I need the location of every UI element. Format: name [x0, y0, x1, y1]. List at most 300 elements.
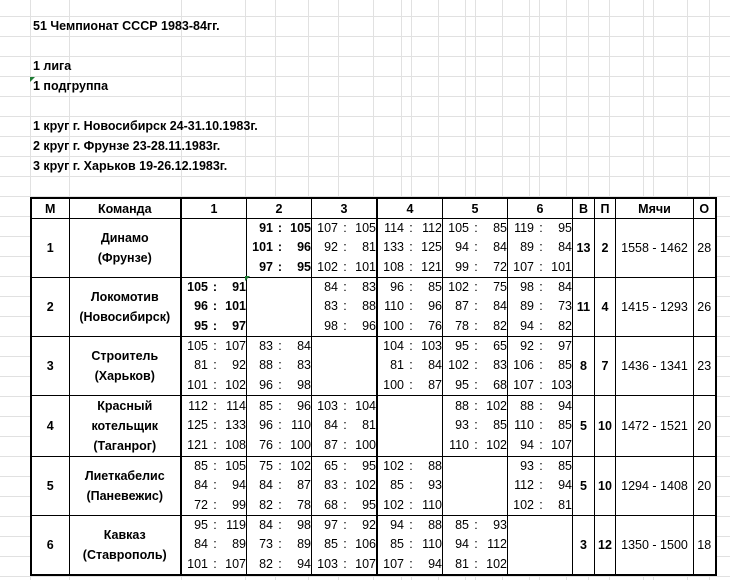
losses-cell[interactable]: 10: [595, 457, 616, 516]
game-score: [378, 535, 442, 554]
game-score: [443, 258, 507, 277]
score-separator: :: [409, 459, 413, 474]
score-home: 94: [455, 240, 469, 255]
game-score: [182, 297, 246, 316]
wins-cell[interactable]: 5: [573, 396, 595, 457]
score-away: 96: [362, 318, 376, 333]
score-home: 102: [383, 497, 404, 512]
score-separator: :: [474, 358, 478, 373]
score-home: 78: [455, 318, 469, 333]
result-cell-vs-2[interactable]: [247, 219, 312, 278]
score-separator: :: [539, 358, 543, 373]
score-separator: :: [539, 221, 543, 236]
result-cell-vs-5[interactable]: [443, 337, 508, 396]
game-score: [312, 397, 376, 416]
score-away: 103: [551, 377, 572, 392]
score-home: 102: [448, 280, 469, 295]
game-score: [312, 476, 376, 495]
score-away: 102: [355, 478, 376, 493]
result-cell-vs-4[interactable]: [377, 219, 443, 278]
score-away: 93: [428, 478, 442, 493]
team-name-line: Красный: [97, 399, 153, 413]
team-name-line: Динамо: [100, 231, 149, 245]
score-away: 84: [558, 280, 572, 295]
round-2-info[interactable]: 2 круг г. Фрунзе 23-28.11.1983г.: [33, 139, 221, 153]
score-separator: :: [409, 280, 413, 295]
score-home: 89: [520, 240, 534, 255]
col-header-opponent-6[interactable]: 6: [508, 198, 573, 219]
result-cell-vs-1[interactable]: [181, 278, 247, 337]
score-separator: :: [278, 399, 282, 414]
game-score: [182, 337, 246, 356]
losses-cell[interactable]: 2: [595, 219, 616, 278]
game-score: [378, 496, 442, 515]
game-score: [312, 555, 376, 574]
score-away: 85: [428, 280, 442, 295]
game-score: [247, 219, 311, 238]
balls-cell[interactable]: 1415 - 1293: [616, 278, 694, 337]
col-header-opponent-4[interactable]: 4: [377, 198, 443, 219]
score-home: 100: [383, 318, 404, 333]
game-score: [508, 476, 572, 495]
result-cell-vs-1[interactable]: [181, 337, 247, 396]
points-cell[interactable]: 23: [694, 337, 716, 396]
score-home: 89: [520, 299, 534, 314]
game-score: [378, 337, 442, 356]
result-cell-vs-6[interactable]: [508, 337, 573, 396]
score-separator: :: [213, 497, 217, 512]
result-cell-vs-3[interactable]: [312, 278, 378, 337]
score-separator: :: [343, 399, 347, 414]
score-away: 84: [428, 358, 442, 373]
score-home: 108: [383, 259, 404, 274]
game-score: [182, 535, 246, 554]
table-row: [31, 219, 716, 278]
subgroup-label[interactable]: 1 подгруппа: [33, 79, 109, 93]
score-separator: :: [474, 377, 478, 392]
score-away: 88: [428, 459, 442, 474]
score-home: 81: [390, 358, 404, 373]
score-home: 96: [259, 377, 273, 392]
score-away: 107: [225, 339, 246, 354]
diagonal-empty-cell[interactable]: [181, 219, 247, 278]
score-home: 112: [514, 478, 534, 493]
col-header-losses[interactable]: П: [595, 198, 616, 219]
score-home: 104: [383, 339, 404, 354]
game-score: [182, 317, 246, 336]
score-away: 98: [297, 377, 311, 392]
score-home: 91: [259, 221, 273, 236]
score-home: 105: [448, 221, 469, 236]
score-home: 73: [259, 537, 273, 552]
result-cell-vs-5[interactable]: [443, 516, 508, 576]
score-separator: :: [213, 556, 217, 571]
game-score: [508, 416, 572, 435]
score-separator: :: [539, 418, 543, 433]
game-score: [182, 278, 246, 297]
game-score: [312, 238, 376, 257]
result-cell-vs-3[interactable]: [312, 457, 378, 516]
score-separator: :: [213, 478, 217, 493]
team-cell[interactable]: [69, 516, 181, 576]
result-cell-vs-3[interactable]: [312, 516, 378, 576]
score-away: 84: [297, 339, 311, 354]
round-1-info[interactable]: 1 круг г. Новосибирск 24-31.10.1983г.: [33, 119, 258, 133]
result-cell-vs-3[interactable]: [312, 219, 378, 278]
game-score: [508, 457, 572, 476]
col-header-opponent-3[interactable]: 3: [312, 198, 378, 219]
balls-cell[interactable]: 1436 - 1341: [616, 337, 694, 396]
wins-cell[interactable]: 13: [573, 219, 595, 278]
score-separator: :: [343, 259, 347, 274]
diagonal-empty-cell[interactable]: [443, 457, 508, 516]
result-cell-vs-6[interactable]: [508, 278, 573, 337]
score-home: 94: [520, 318, 534, 333]
game-score: [508, 317, 572, 336]
score-separator: :: [409, 299, 413, 314]
game-score: [182, 516, 246, 535]
losses-cell[interactable]: 10: [595, 396, 616, 457]
score-home: 95: [194, 518, 208, 533]
score-separator: :: [212, 318, 218, 333]
game-score: [443, 416, 507, 435]
score-separator: :: [539, 478, 543, 493]
score-separator: :: [539, 437, 543, 452]
result-cell-vs-2[interactable]: [247, 396, 312, 457]
score-home: 85: [259, 399, 273, 414]
score-away: 107: [551, 437, 572, 452]
score-home: 88: [520, 399, 534, 414]
championship-title[interactable]: 51 Чемпионат СССР 1983-84гг.: [33, 19, 220, 33]
score-away: 83: [297, 358, 311, 373]
game-score: [312, 436, 376, 455]
score-separator: :: [474, 556, 478, 571]
score-away: 97: [232, 318, 246, 333]
points-cell[interactable]: 20: [694, 396, 716, 457]
score-away: 133: [225, 418, 246, 433]
score-separator: :: [539, 240, 543, 255]
points-cell[interactable]: 28: [694, 219, 716, 278]
score-away: 82: [558, 318, 572, 333]
score-home: 101: [187, 556, 208, 571]
score-separator: :: [343, 221, 347, 236]
result-cell-vs-2[interactable]: [247, 516, 312, 576]
score-away: 100: [355, 437, 376, 452]
score-separator: :: [212, 299, 218, 314]
score-separator: :: [278, 437, 282, 452]
game-score: [247, 457, 311, 476]
col-header-place[interactable]: М: [31, 198, 69, 219]
score-separator: :: [474, 399, 478, 414]
result-cell-vs-6[interactable]: [508, 457, 573, 516]
score-separator: :: [343, 437, 347, 452]
place-cell[interactable]: 4: [31, 396, 69, 457]
result-cell-vs-2[interactable]: [247, 337, 312, 396]
team-name-line: (Новосибирск): [79, 310, 171, 324]
score-away: 101: [355, 259, 376, 274]
score-separator: :: [278, 537, 282, 552]
diagonal-empty-cell[interactable]: [312, 337, 378, 396]
diagonal-empty-cell[interactable]: [247, 278, 312, 337]
game-score: [247, 416, 311, 435]
balls-cell[interactable]: 1472 - 1521: [616, 396, 694, 457]
score-separator: :: [539, 377, 543, 392]
score-away: 112: [422, 221, 442, 236]
balls-cell[interactable]: 1294 - 1408: [616, 457, 694, 516]
team-name-line: (Таганрог): [93, 439, 157, 453]
score-separator: :: [278, 497, 282, 512]
score-home: 112: [188, 399, 208, 414]
score-home: 68: [324, 497, 338, 512]
wins-cell[interactable]: 8: [573, 337, 595, 396]
score-home: 82: [259, 497, 273, 512]
col-header-points[interactable]: О: [694, 198, 716, 219]
score-separator: :: [343, 280, 347, 295]
score-home: 92: [324, 240, 338, 255]
result-cell-vs-5[interactable]: [443, 278, 508, 337]
score-home: 92: [520, 339, 534, 354]
score-home: 76: [259, 437, 273, 452]
game-score: [247, 238, 311, 257]
points-cell[interactable]: 20: [694, 457, 716, 516]
table-row: [31, 278, 716, 337]
score-home: 81: [194, 358, 208, 373]
score-separator: :: [343, 556, 347, 571]
result-cell-vs-6[interactable]: [508, 396, 573, 457]
score-separator: :: [343, 318, 347, 333]
score-home: 84: [259, 518, 273, 533]
score-separator: :: [278, 358, 282, 373]
col-header-opponent-1[interactable]: 1: [181, 198, 247, 219]
game-score: [182, 436, 246, 455]
score-away: 81: [558, 497, 572, 512]
game-score: [443, 278, 507, 297]
game-score: [247, 535, 311, 554]
score-separator: :: [409, 497, 413, 512]
score-home: 85: [324, 537, 338, 552]
team-name-line: котельщик: [91, 419, 159, 433]
balls-cell[interactable]: 1558 - 1462: [616, 219, 694, 278]
diagonal-empty-cell[interactable]: [377, 396, 443, 457]
score-home: 102: [448, 358, 469, 373]
place-cell[interactable]: 3: [31, 337, 69, 396]
game-score: [378, 457, 442, 476]
score-home: 97: [259, 259, 273, 274]
game-score: [508, 297, 572, 316]
game-score: [443, 397, 507, 416]
score-separator: :: [474, 437, 478, 452]
losses-cell[interactable]: 4: [595, 278, 616, 337]
score-separator: :: [409, 537, 413, 552]
result-cell-vs-1[interactable]: [181, 457, 247, 516]
points-cell[interactable]: 26: [694, 278, 716, 337]
score-away: 108: [225, 437, 246, 452]
game-score: [443, 337, 507, 356]
score-home: 83: [324, 299, 338, 314]
game-score: [508, 376, 572, 395]
score-away: 104: [355, 399, 376, 414]
col-header-team[interactable]: Команда: [69, 198, 181, 219]
score-home: 87: [324, 437, 338, 452]
team-cell[interactable]: [69, 278, 181, 337]
table-row: [31, 516, 716, 576]
result-cell-vs-1[interactable]: [181, 396, 247, 457]
wins-cell[interactable]: 5: [573, 457, 595, 516]
score-away: 89: [297, 537, 311, 552]
game-score: [182, 416, 246, 435]
game-score: [378, 238, 442, 257]
game-score: [312, 457, 376, 476]
team-cell[interactable]: [69, 219, 181, 278]
score-separator: :: [213, 377, 217, 392]
game-score: [443, 297, 507, 316]
col-header-opponent-2[interactable]: 2: [247, 198, 312, 219]
game-score: [182, 457, 246, 476]
score-home: 93: [520, 459, 534, 474]
team-cell[interactable]: [69, 337, 181, 396]
score-away: 84: [558, 240, 572, 255]
score-away: 82: [493, 318, 507, 333]
score-away: 95: [297, 259, 311, 274]
score-away: 95: [362, 497, 376, 512]
team-name-line: (Фрунзе): [97, 251, 152, 265]
result-cell-vs-1[interactable]: [181, 516, 247, 576]
game-score: [312, 496, 376, 515]
round-3-info[interactable]: 3 круг г. Харьков 19-26.12.1983г.: [33, 159, 228, 173]
wins-cell[interactable]: 11: [573, 278, 595, 337]
game-score: [378, 258, 442, 277]
result-cell-vs-5[interactable]: [443, 396, 508, 457]
game-score: [247, 397, 311, 416]
col-header-balls[interactable]: Мячи: [616, 198, 694, 219]
score-away: 94: [558, 478, 572, 493]
game-score: [508, 278, 572, 297]
score-home: 103: [317, 399, 338, 414]
game-score: [508, 258, 572, 277]
losses-cell[interactable]: 7: [595, 337, 616, 396]
score-home: 87: [455, 299, 469, 314]
result-cell-vs-6[interactable]: [508, 219, 573, 278]
score-home: 83: [259, 339, 273, 354]
score-away: 87: [428, 377, 442, 392]
score-separator: :: [343, 518, 347, 533]
score-home: 101: [252, 240, 273, 255]
score-home: 110: [384, 299, 404, 314]
score-away: 85: [558, 418, 572, 433]
score-away: 94: [558, 399, 572, 414]
diagonal-empty-cell[interactable]: [508, 516, 573, 576]
score-separator: :: [474, 518, 478, 533]
game-score: [443, 238, 507, 257]
score-separator: :: [343, 459, 347, 474]
score-away: 75: [493, 280, 507, 295]
score-away: 81: [362, 418, 376, 433]
score-away: 99: [232, 497, 246, 512]
game-score: [443, 376, 507, 395]
score-away: 92: [362, 518, 376, 533]
score-away: 93: [493, 518, 507, 533]
game-score: [508, 219, 572, 238]
game-score: [182, 356, 246, 375]
result-cell-vs-4[interactable]: [377, 337, 443, 396]
score-home: 72: [194, 497, 208, 512]
game-score: [247, 337, 311, 356]
losses-cell[interactable]: 12: [595, 516, 616, 576]
score-away: 88: [428, 518, 442, 533]
wins-cell[interactable]: 3: [573, 516, 595, 576]
place-cell[interactable]: 2: [31, 278, 69, 337]
game-score: [312, 516, 376, 535]
game-score: [312, 258, 376, 277]
game-score: [247, 356, 311, 375]
balls-cell[interactable]: 1350 - 1500: [616, 516, 694, 576]
result-cell-vs-2[interactable]: [247, 457, 312, 516]
col-header-wins[interactable]: В: [573, 198, 595, 219]
score-separator: :: [409, 221, 413, 236]
score-home: 105: [187, 339, 208, 354]
score-away: 94: [232, 478, 246, 493]
score-separator: :: [278, 459, 282, 474]
score-home: 88: [259, 358, 273, 373]
place-cell[interactable]: 1: [31, 219, 69, 278]
team-cell[interactable]: [69, 457, 181, 516]
score-home: 81: [455, 556, 469, 571]
place-cell[interactable]: 6: [31, 516, 69, 576]
league-label[interactable]: 1 лига: [33, 59, 72, 73]
team-name-line: (Харьков): [94, 369, 155, 383]
result-cell-vs-3[interactable]: [312, 396, 378, 457]
score-separator: :: [277, 221, 283, 236]
game-score: [247, 258, 311, 277]
game-score: [247, 516, 311, 535]
score-away: 110: [291, 418, 311, 433]
score-away: 119: [226, 518, 246, 533]
score-away: 106: [355, 537, 376, 552]
score-home: 97: [324, 518, 338, 533]
score-home: 94: [390, 518, 404, 533]
score-away: 100: [290, 437, 311, 452]
place-cell[interactable]: 5: [31, 457, 69, 516]
result-cell-vs-4[interactable]: [377, 278, 443, 337]
score-separator: :: [409, 318, 413, 333]
score-separator: :: [278, 377, 282, 392]
result-cell-vs-4[interactable]: [377, 457, 443, 516]
score-separator: :: [474, 240, 478, 255]
cell-comment-marker: [245, 276, 250, 281]
score-home: 93: [455, 418, 469, 433]
points-cell[interactable]: 18: [694, 516, 716, 576]
table-row: [31, 457, 716, 516]
game-score: [378, 555, 442, 574]
game-score: [378, 317, 442, 336]
score-separator: :: [474, 299, 478, 314]
score-away: 72: [493, 259, 507, 274]
score-away: 95: [362, 459, 376, 474]
team-cell[interactable]: [69, 396, 181, 457]
score-separator: :: [474, 259, 478, 274]
score-separator: :: [213, 339, 217, 354]
col-header-opponent-5[interactable]: 5: [443, 198, 508, 219]
score-away: 98: [297, 518, 311, 533]
score-separator: :: [539, 497, 543, 512]
score-separator: :: [539, 299, 543, 314]
result-cell-vs-5[interactable]: [443, 219, 508, 278]
score-home: 84: [194, 478, 208, 493]
game-score: [378, 297, 442, 316]
game-score: [378, 476, 442, 495]
result-cell-vs-4[interactable]: [377, 516, 443, 576]
game-score: [508, 436, 572, 455]
